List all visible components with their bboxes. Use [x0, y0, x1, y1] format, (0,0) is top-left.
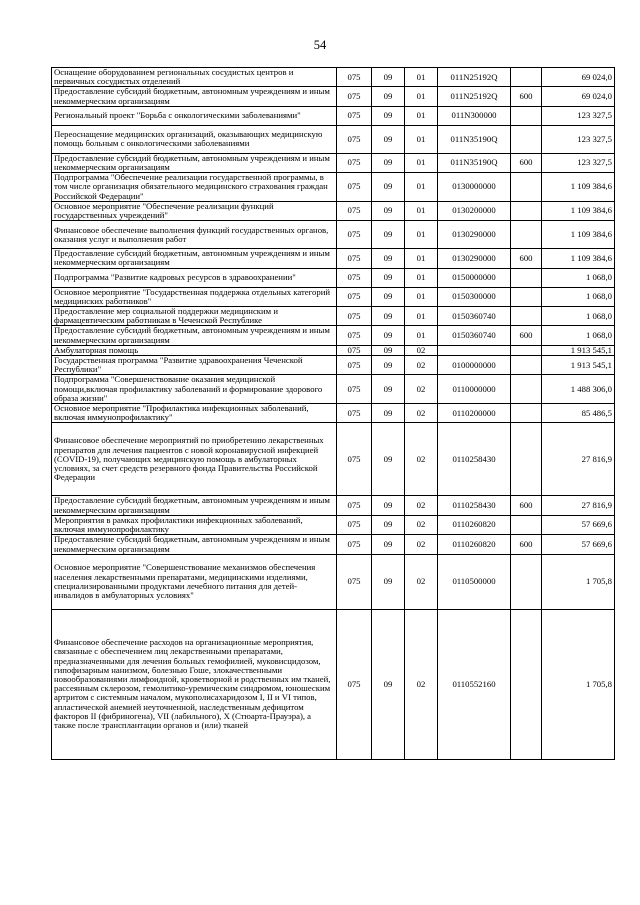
row-amount-cell: 57 669,6	[542, 535, 615, 554]
row-expense-type-cell: 600	[511, 326, 542, 345]
row-ministry-cell: 075	[337, 268, 372, 287]
row-amount-cell: 1 109 384,6	[542, 173, 615, 202]
row-amount-cell: 1 068,0	[542, 307, 615, 326]
row-ministry-cell: 075	[337, 326, 372, 345]
row-amount-cell: 69 024,0	[542, 87, 615, 106]
row-name-cell: Основное мероприятие "Совершенствование механизмов обеспечения населения лекарственными препаратами, медицинскими изделиями, специализированными продуктами лечебного питания для детей-инвалидов в амбулаторных условиях"	[52, 554, 337, 609]
row-amount-cell: 27 816,9	[542, 423, 615, 496]
row-target-article-cell: 0110258430	[438, 496, 511, 515]
table-row	[52, 201, 615, 220]
row-section-cell: 09	[372, 609, 405, 759]
table-row	[52, 173, 615, 202]
row-subsection-cell: 02	[405, 404, 438, 423]
row-ministry-cell: 075	[337, 375, 372, 404]
row-expense-type-cell	[511, 201, 542, 220]
table-row	[52, 153, 615, 172]
row-expense-type-cell	[511, 221, 542, 249]
row-expense-type-cell	[511, 287, 542, 306]
row-name-cell: Подпрограмма "Обеспечение реализации государственной программы, в том числе организация обязательного медицинского страхования граждан Российской Федерации"	[52, 173, 337, 202]
row-section-cell: 09	[372, 404, 405, 423]
row-ministry-cell: 075	[337, 535, 372, 554]
table-row	[52, 68, 615, 87]
page-number: 54	[313, 38, 327, 52]
row-expense-type-cell: 600	[511, 153, 542, 172]
row-expense-type-cell	[511, 106, 542, 125]
row-section-cell: 09	[372, 106, 405, 125]
row-subsection-cell: 01	[405, 307, 438, 326]
row-name-cell: Предоставление субсидий бюджетным, автономным учреждениям и иным некоммерческим организациям	[52, 87, 337, 106]
row-amount-cell: 1 488 306,0	[542, 375, 615, 404]
row-target-article-cell: 011N25192Q	[438, 68, 511, 87]
row-ministry-cell: 075	[337, 404, 372, 423]
row-name-cell: Предоставление субсидий бюджетным, автономным учреждениям и иным некоммерческим организациям	[52, 535, 337, 554]
row-section-cell: 09	[372, 307, 405, 326]
row-expense-type-cell	[511, 375, 542, 404]
row-name-cell: Финансовое обеспечение расходов на организационные мероприятия, связанные с обеспечением лиц лекарственными препаратами, предназначенными для лечения больных гемофилией, муковисцидозом, гипофизарным нанизмом, болезнью Гоше, злокачественными новообразованиями лимфоидной, кроветворной и родственных им тканей, рассеянным склерозом, гемолитико-уремическим синдромом, юношеским артритом с системным началом, мукополисахаридозом I, II и VI типов, апластической анемией неуточненной, наследственным дефицитом факторов II (фибриногена), VII (лабильного), X (Стюарта-Прауэра), а также после трансплантации органов и (или) тканей	[52, 609, 337, 759]
table-row	[52, 268, 615, 287]
row-subsection-cell: 02	[405, 356, 438, 375]
row-target-article-cell: 0110500000	[438, 554, 511, 609]
row-ministry-cell: 075	[337, 356, 372, 375]
row-ministry-cell: 075	[337, 201, 372, 220]
table-row	[52, 345, 615, 355]
row-ministry-cell: 075	[337, 87, 372, 106]
row-subsection-cell: 02	[405, 375, 438, 404]
row-section-cell: 09	[372, 221, 405, 249]
row-amount-cell: 1 068,0	[542, 287, 615, 306]
row-amount-cell: 1 109 384,6	[542, 249, 615, 268]
row-ministry-cell: 075	[337, 307, 372, 326]
row-ministry-cell: 075	[337, 153, 372, 172]
row-subsection-cell: 02	[405, 535, 438, 554]
table-row	[52, 356, 615, 375]
row-target-article-cell: 0110200000	[438, 404, 511, 423]
row-section-cell: 09	[372, 173, 405, 202]
row-ministry-cell: 075	[337, 515, 372, 534]
row-section-cell: 09	[372, 125, 405, 153]
row-amount-cell: 1 913 545,1	[542, 345, 615, 355]
row-section-cell: 09	[372, 68, 405, 87]
row-ministry-cell: 075	[337, 125, 372, 153]
row-section-cell: 09	[372, 326, 405, 345]
row-target-article-cell: 011N35190Q	[438, 125, 511, 153]
table-row	[52, 496, 615, 515]
row-section-cell: 09	[372, 375, 405, 404]
row-section-cell: 09	[372, 535, 405, 554]
row-name-cell: Мероприятия в рамках профилактики инфекционных заболеваний, включая иммунопрофилактику	[52, 515, 337, 534]
row-target-article-cell: 0150000000	[438, 268, 511, 287]
row-amount-cell: 1 913 545,1	[542, 356, 615, 375]
row-ministry-cell: 075	[337, 423, 372, 496]
row-section-cell: 09	[372, 496, 405, 515]
row-target-article-cell: 011N35190Q	[438, 153, 511, 172]
table-row	[52, 375, 615, 404]
table-row	[52, 404, 615, 423]
row-amount-cell: 1 705,8	[542, 609, 615, 759]
row-ministry-cell: 075	[337, 345, 372, 355]
table-row	[52, 221, 615, 249]
table-row	[52, 423, 615, 496]
row-expense-type-cell	[511, 515, 542, 534]
row-ministry-cell: 075	[337, 68, 372, 87]
row-target-article-cell: 0110258430	[438, 423, 511, 496]
row-target-article-cell: 0130000000	[438, 173, 511, 202]
table-row	[52, 609, 615, 759]
row-ministry-cell: 075	[337, 609, 372, 759]
table-row	[52, 87, 615, 106]
row-target-article-cell: 011N300000	[438, 106, 511, 125]
row-name-cell: Основное мероприятие "Профилактика инфекционных заболеваний, включая иммунопрофилактику"	[52, 404, 337, 423]
row-expense-type-cell	[511, 404, 542, 423]
row-section-cell: 09	[372, 515, 405, 534]
row-ministry-cell: 075	[337, 106, 372, 125]
row-subsection-cell: 01	[405, 106, 438, 125]
row-name-cell: Подпрограмма "Развитие кадровых ресурсов в здравоохранении"	[52, 268, 337, 287]
table-row	[52, 287, 615, 306]
row-amount-cell: 1 068,0	[542, 268, 615, 287]
row-name-cell: Предоставление мер социальной поддержки медицинским и фармацевтическим работникам в Чеченской Республике	[52, 307, 337, 326]
row-subsection-cell: 01	[405, 201, 438, 220]
row-section-cell: 09	[372, 87, 405, 106]
row-expense-type-cell: 600	[511, 249, 542, 268]
table-row	[52, 307, 615, 326]
row-ministry-cell: 075	[337, 496, 372, 515]
row-name-cell: Предоставление субсидий бюджетным, автономным учреждениям и иным некоммерческим организациям	[52, 153, 337, 172]
row-name-cell: Основное мероприятие "Обеспечение реализации функций государственных учреждений"	[52, 201, 337, 220]
row-name-cell: Региональный проект "Борьба с онкологическими заболеваниями"	[52, 106, 337, 125]
row-subsection-cell: 02	[405, 609, 438, 759]
row-amount-cell: 57 669,6	[542, 515, 615, 534]
row-name-cell: Предоставление субсидий бюджетным, автономным учреждениям и иным некоммерческим организациям	[52, 496, 337, 515]
row-name-cell: Подпрограмма "Совершенствование оказания медицинской помощи,включая профилактику заболеваний и формирование здорового образа жизни"	[52, 375, 337, 404]
row-subsection-cell: 01	[405, 221, 438, 249]
table-row	[52, 125, 615, 153]
row-expense-type-cell	[511, 554, 542, 609]
table-row	[52, 106, 615, 125]
row-name-cell: Предоставление субсидий бюджетным, автономным учреждениям и иным некоммерческим организациям	[52, 326, 337, 345]
row-section-cell: 09	[372, 345, 405, 355]
table-row	[52, 535, 615, 554]
row-ministry-cell: 075	[337, 173, 372, 202]
row-target-article-cell: 0100000000	[438, 356, 511, 375]
row-amount-cell: 1 705,8	[542, 554, 615, 609]
row-subsection-cell: 01	[405, 249, 438, 268]
row-ministry-cell: 075	[337, 249, 372, 268]
row-amount-cell: 123 327,5	[542, 125, 615, 153]
row-subsection-cell: 01	[405, 125, 438, 153]
row-expense-type-cell	[511, 68, 542, 87]
table-row	[52, 515, 615, 534]
budget-table-body	[52, 68, 615, 760]
row-name-cell: Основное мероприятие "Государственная поддержка отдельных категорий медицинских работников"	[52, 287, 337, 306]
row-ministry-cell: 075	[337, 554, 372, 609]
row-section-cell: 09	[372, 554, 405, 609]
row-subsection-cell: 01	[405, 153, 438, 172]
row-name-cell: Финансовое обеспечение мероприятий по приобретению лекарственных препаратов для лечения пациентов с новой коронавирусной инфекцией (COVID-19), получающих медицинскую помощь в амбулаторных условиях, за счет средств резервного фонда Правительства Российской Федерации	[52, 423, 337, 496]
row-section-cell: 09	[372, 287, 405, 306]
row-amount-cell: 69 024,0	[542, 68, 615, 87]
row-expense-type-cell	[511, 609, 542, 759]
row-target-article-cell: 0110260820	[438, 515, 511, 534]
row-target-article-cell: 0150360740	[438, 307, 511, 326]
row-subsection-cell: 02	[405, 345, 438, 355]
row-amount-cell: 1 109 384,6	[542, 201, 615, 220]
row-ministry-cell: 075	[337, 287, 372, 306]
row-expense-type-cell: 600	[511, 535, 542, 554]
row-target-article-cell: 0150300000	[438, 287, 511, 306]
row-target-article-cell: 0130290000	[438, 249, 511, 268]
row-subsection-cell: 01	[405, 287, 438, 306]
row-subsection-cell: 01	[405, 268, 438, 287]
row-section-cell: 09	[372, 201, 405, 220]
row-amount-cell: 123 327,5	[542, 106, 615, 125]
row-target-article-cell: 0130200000	[438, 201, 511, 220]
row-section-cell: 09	[372, 153, 405, 172]
row-name-cell: Предоставление субсидий бюджетным, автономным учреждениям и иным некоммерческим организациям	[52, 249, 337, 268]
row-target-article-cell: 0130290000	[438, 221, 511, 249]
row-subsection-cell: 02	[405, 496, 438, 515]
budget-table	[51, 67, 615, 760]
row-subsection-cell: 02	[405, 423, 438, 496]
row-section-cell: 09	[372, 268, 405, 287]
row-name-cell: Государственная программа "Развитие здравоохранения Чеченской Республики"	[52, 356, 337, 375]
row-expense-type-cell	[511, 356, 542, 375]
row-target-article-cell: 011N25192Q	[438, 87, 511, 106]
row-amount-cell: 1 068,0	[542, 326, 615, 345]
row-expense-type-cell: 600	[511, 496, 542, 515]
row-amount-cell: 85 486,5	[542, 404, 615, 423]
row-subsection-cell: 01	[405, 173, 438, 202]
row-section-cell: 09	[372, 423, 405, 496]
table-row	[52, 249, 615, 268]
row-expense-type-cell	[511, 125, 542, 153]
row-expense-type-cell	[511, 268, 542, 287]
row-amount-cell: 27 816,9	[542, 496, 615, 515]
row-section-cell: 09	[372, 249, 405, 268]
row-expense-type-cell	[511, 423, 542, 496]
table-row	[52, 554, 615, 609]
row-name-cell: Амбулаторная помощь	[52, 345, 337, 355]
table-row	[52, 326, 615, 345]
row-expense-type-cell	[511, 345, 542, 355]
row-target-article-cell: 0110000000	[438, 375, 511, 404]
row-target-article-cell: 0150360740	[438, 326, 511, 345]
row-subsection-cell: 01	[405, 87, 438, 106]
row-subsection-cell: 01	[405, 68, 438, 87]
row-ministry-cell: 075	[337, 221, 372, 249]
row-amount-cell: 1 109 384,6	[542, 221, 615, 249]
row-name-cell: Переоснащение медицинских организаций, оказывающих медицинскую помощь больным с онкологическими заболеваниями	[52, 125, 337, 153]
row-expense-type-cell	[511, 173, 542, 202]
row-section-cell: 09	[372, 356, 405, 375]
row-subsection-cell: 02	[405, 554, 438, 609]
row-subsection-cell: 02	[405, 515, 438, 534]
row-subsection-cell: 01	[405, 326, 438, 345]
row-name-cell: Оснащение оборудованием региональных сосудистых центров и первичных сосудистых отделений	[52, 68, 337, 87]
row-expense-type-cell: 600	[511, 87, 542, 106]
row-expense-type-cell	[511, 307, 542, 326]
row-target-article-cell: 0110260820	[438, 535, 511, 554]
row-name-cell: Финансовое обеспечение выполнения функций государственных органов, оказания услуг и выполнения работ	[52, 221, 337, 249]
row-target-article-cell	[438, 345, 511, 355]
row-target-article-cell: 0110552160	[438, 609, 511, 759]
row-amount-cell: 123 327,5	[542, 153, 615, 172]
